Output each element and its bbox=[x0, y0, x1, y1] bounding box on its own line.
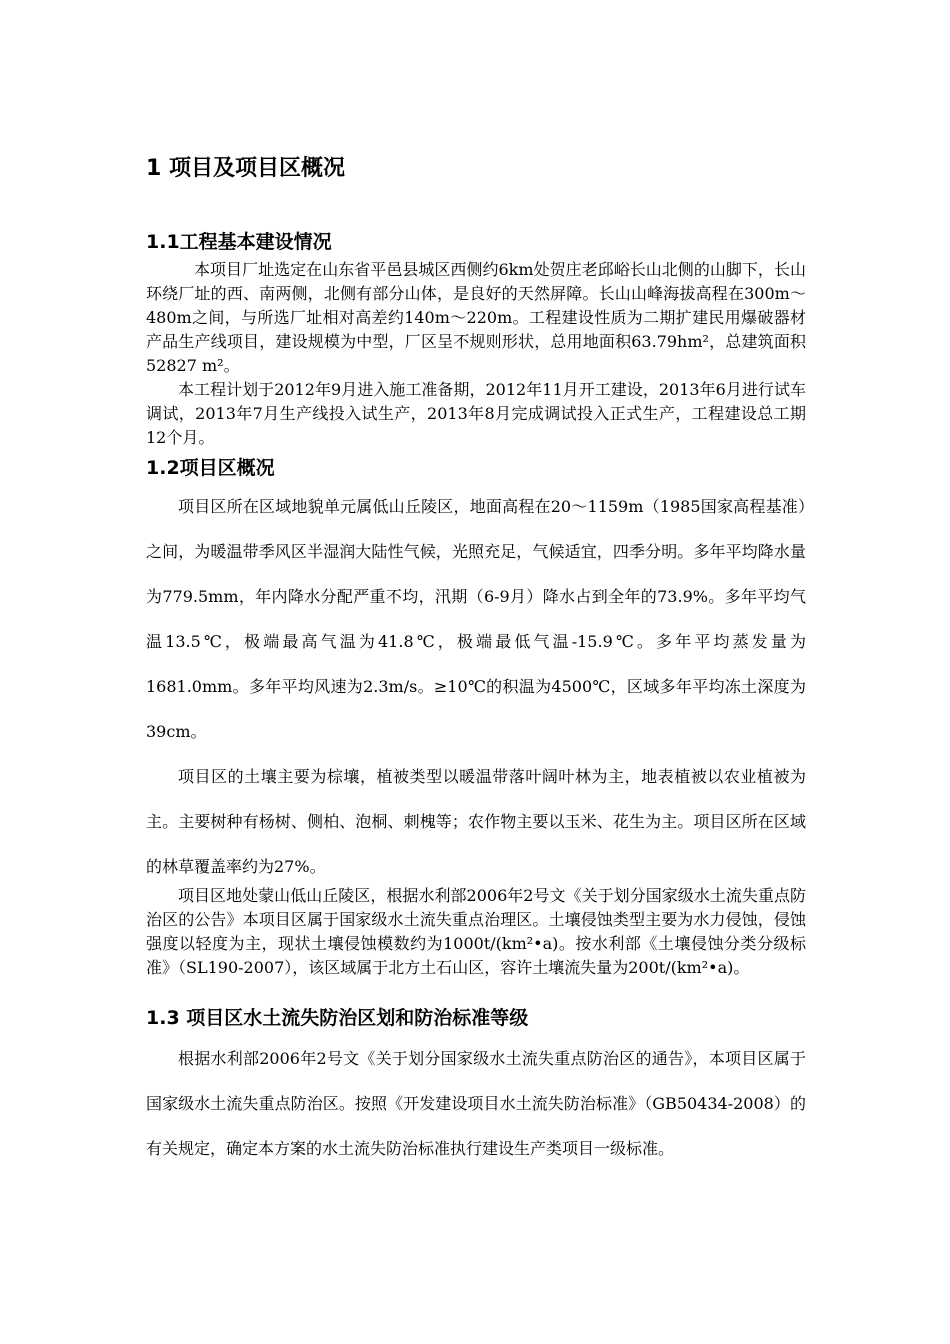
section-1-3-heading: 1.3 项目区水土流失防治区划和防治标准等级 bbox=[146, 1007, 529, 1029]
section-1-3-paragraph-1: 根据水利部2006年2号文《关于划分国家级水土流失重点防治区的通告》，本项目区属于国家级水土流失重点防治区。按照《开发建设项目水土流失防治标准》（GB50434-2008）的有关规定，确定本方案的水土流失防治标准执行建设生产类项目一级标准。 bbox=[146, 1049, 806, 1158]
section-1-1-paragraph-1: 本项目厂址选定在山东省平邑县城区西侧约6km处贺庄老邱峪长山北侧的山脚下，长山环绕厂址的西、南两侧，北侧有部分山体，是良好的天然屏障。长山山峰海拔高程在300m～480m之间，与所选厂址相对高差约140m～220m。工程建设性质为二期扩建民用爆破器材产品生产线项目，建设规模为中型，厂区呈不规则形状，总用地面积63.79hm²，总建筑面积52827 m²。 bbox=[146, 260, 806, 375]
chapter-heading: 1 项目及项目区概况 bbox=[146, 156, 345, 181]
section-1-1-paragraph-2: 本工程计划于2012年9月进入施工准备期，2012年11月开工建设，2013年6月进行试车调试，2013年7月生产线投入试生产，2013年8月完成调试投入正式生产，工程建设总工期12个月。 bbox=[146, 380, 806, 447]
section-1-2-paragraph-1: 项目区所在区域地貌单元属低山丘陵区，地面高程在20～1159m（1985国家高程基准）之间，为暖温带季风区半湿润大陆性气候，光照充足，气候适宜，四季分明。多年平均降水量为779.5mm，年内降水分配严重不均，汛期（6-9月）降水占到全年的73.9%。多年平均气温13.5℃，极端最高气温为41.8℃，极端最低气温-15.9℃。多年平均蒸发量为1681.0mm。多年平均风速为2.3m/s。≥10℃的积温为4500℃，区域多年平均冻土深度为39cm。 bbox=[146, 497, 806, 741]
section-1-2-paragraph-3: 项目区地处蒙山低山丘陵区，根据水利部2006年2号文《关于划分国家级水土流失重点防治区的公告》本项目区属于国家级水土流失重点治理区。土壤侵蚀类型主要为水力侵蚀，侵蚀强度以轻度为主，现状土壤侵蚀模数约为1000t/(km²•a)。按水利部《土壤侵蚀分类分级标准》（SL190-2007），该区域属于北方土石山区，容许土壤流失量为200t/(km²•a)。 bbox=[146, 886, 806, 977]
section-1-2-heading: 1.2项目区概况 bbox=[146, 457, 275, 479]
section-1-2-paragraph-2: 项目区的土壤主要为棕壤，植被类型以暖温带落叶阔叶林为主，地表植被以农业植被为主。主要树种有杨树、侧柏、泡桐、刺槐等；农作物主要以玉米、花生为主。项目区所在区域的林草覆盖率约为27%。 bbox=[146, 767, 806, 876]
section-1-1-heading: 1.1工程基本建设情况 bbox=[146, 231, 332, 253]
